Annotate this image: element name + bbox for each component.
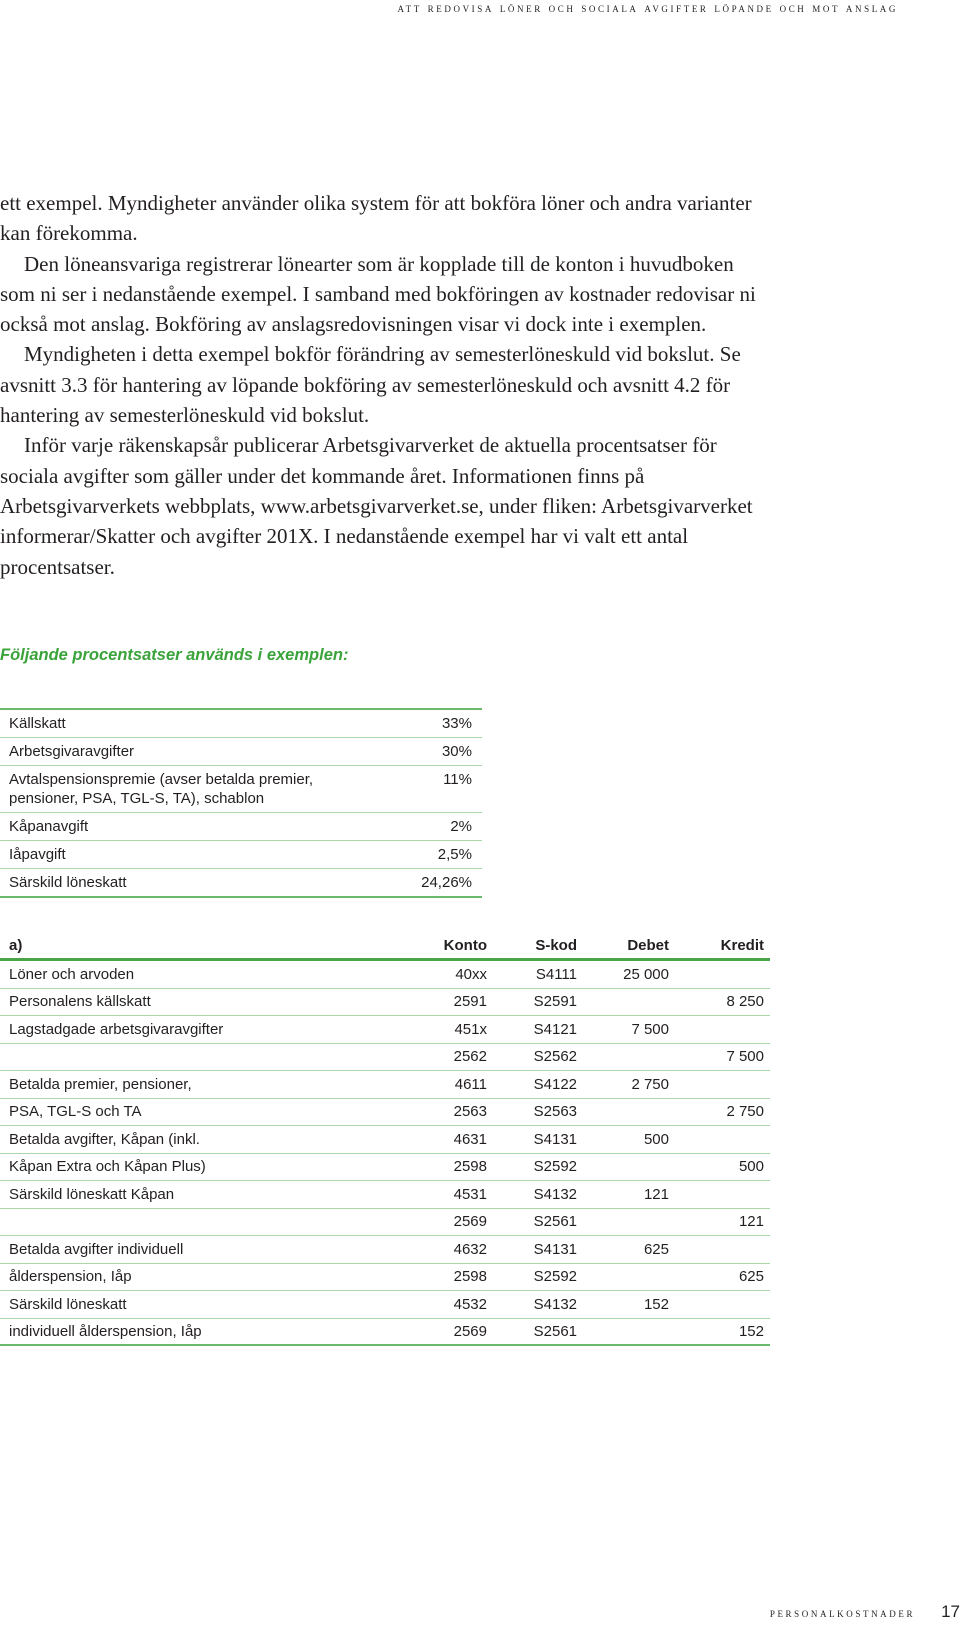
cell-skod: S2561 <box>533 1322 577 1340</box>
cell-skod: S4121 <box>533 1020 577 1038</box>
table-row <box>0 1154 770 1182</box>
table-header-row <box>0 932 770 961</box>
header-kredit: Kredit <box>720 936 764 954</box>
cell-konto: 451x <box>454 1020 487 1038</box>
cell-skod: S2592 <box>533 1158 577 1176</box>
table-row <box>0 1016 770 1044</box>
paragraph: Inför varje räkenskapsår publicerar Arbetsgivarverket de aktuella procentsatser för sociala avgifter som gäller under det kommande året. Informationen finns på Arbetsgivarverkets webbplats, www.arbetsgivarverket.se, under fliken: Arbetsgivarverket informerar/Skatter och avgifter 201X. I nedanstående exempel har vi valt ett antal procentsatser. <box>0 433 753 579</box>
cell-desc: Särskild löneskatt <box>9 1295 127 1313</box>
cell-debet: 121 <box>643 1185 669 1203</box>
table-row <box>0 1209 770 1237</box>
cell-skod: S4132 <box>533 1295 577 1313</box>
cell-desc: Betalda avgifter, Kåpan (inkl. <box>9 1130 200 1148</box>
rates-row <box>0 869 482 898</box>
table-row <box>0 1236 770 1264</box>
footer-section-title: personalkostnader <box>769 1605 916 1620</box>
accounting-table <box>0 932 770 1346</box>
cell-debet: 25 000 <box>623 965 669 983</box>
table-row <box>0 1099 770 1127</box>
cell-skod: S2562 <box>533 1048 577 1066</box>
cell-kredit: 2 750 <box>726 1103 764 1121</box>
rate-label: Avtalspensionspremie (avser betalda premier, pensioner, PSA, TGL-S, TA), schablon <box>9 771 314 807</box>
cell-skod: S4122 <box>533 1075 577 1093</box>
rates-row <box>0 841 482 869</box>
cell-desc: Betalda premier, pensioner, <box>9 1075 192 1093</box>
cell-konto: 4611 <box>454 1075 487 1093</box>
rates-row <box>0 813 482 841</box>
cell-konto: 4632 <box>453 1240 487 1258</box>
rates-row <box>0 710 482 738</box>
table-row <box>0 1319 770 1347</box>
rates-heading: Följande procentsatser används i exemplen: <box>0 646 349 664</box>
rate-label: Iåpavgift <box>9 846 66 863</box>
rate-label: Särskild löneskatt <box>9 874 127 891</box>
cell-skod: S2563 <box>533 1103 577 1121</box>
rate-value: 2% <box>450 818 472 835</box>
header-debet: Debet <box>627 936 669 954</box>
rate-value: 30% <box>441 743 472 760</box>
page-number: 17 <box>941 1602 960 1621</box>
cell-skod: S4132 <box>533 1185 577 1203</box>
cell-kredit: 625 <box>738 1268 764 1286</box>
table-row <box>0 1071 770 1099</box>
rate-label: Arbetsgivaravgifter <box>9 743 135 760</box>
cell-konto: 4531 <box>453 1185 487 1203</box>
cell-desc: individuell ålderspension, Iåp <box>9 1322 202 1340</box>
table-row <box>0 961 770 989</box>
table-row <box>0 1264 770 1292</box>
cell-desc: Löner och arvoden <box>9 965 135 983</box>
cell-debet: 7 500 <box>631 1020 669 1038</box>
rate-value: 11% <box>443 771 472 788</box>
running-header: att redovisa löner och sociala avgifter löpande och mot anslag <box>397 0 898 15</box>
cell-konto: 2562 <box>453 1048 487 1066</box>
cell-konto: 2569 <box>453 1322 487 1340</box>
cell-konto: 40xx <box>455 965 487 983</box>
cell-konto: 4532 <box>453 1295 487 1313</box>
header-skod: S-kod <box>535 936 577 954</box>
header-desc: a) <box>9 936 23 954</box>
cell-konto: 2563 <box>453 1103 487 1121</box>
cell-kredit: 121 <box>738 1213 764 1231</box>
cell-kredit: 500 <box>738 1158 764 1176</box>
page-footer <box>770 1602 960 1622</box>
cell-konto: 2591 <box>453 993 487 1011</box>
cell-konto: 2569 <box>453 1213 487 1231</box>
cell-kredit: 152 <box>738 1322 764 1340</box>
rate-value: 24,26% <box>421 874 472 891</box>
table-row <box>0 1044 770 1072</box>
rates-row <box>0 766 482 813</box>
cell-desc: Personalens källskatt <box>9 993 151 1011</box>
cell-desc: Särskild löneskatt Kåpan <box>9 1185 175 1203</box>
cell-debet: 2 750 <box>631 1075 669 1093</box>
cell-debet: 152 <box>643 1295 669 1313</box>
cell-desc: Lagstadgade arbetsgivaravgifter <box>9 1020 224 1038</box>
cell-skod: S2561 <box>533 1213 577 1231</box>
rate-value: 2,5% <box>437 846 472 863</box>
paragraph: Myndigheten i detta exempel bokför förändring av semesterlöneskuld vid bokslut. Se avsnitt 3.3 för hantering av löpande bokföring av semesterlöneskuld och avsnitt 4.2 för hantering av semesterlöneskuld vid bokslut. <box>0 342 741 428</box>
cell-skod: S4131 <box>533 1130 577 1148</box>
rates-table <box>0 708 482 898</box>
rates-row <box>0 738 482 766</box>
rate-value: 33% <box>441 715 472 732</box>
cell-desc: PSA, TGL-S och TA <box>9 1103 142 1121</box>
cell-konto: 2598 <box>453 1158 487 1176</box>
cell-desc: Betalda avgifter individuell <box>9 1240 184 1258</box>
paragraph: ett exempel. Myndigheter använder olika system för att bokföra löner och andra varianter kan förekomma. <box>0 191 752 246</box>
cell-desc: ålderspension, Iåp <box>9 1268 132 1286</box>
cell-konto: 2598 <box>453 1268 487 1286</box>
rate-label: Kåpanavgift <box>9 818 89 835</box>
table-row <box>0 989 770 1017</box>
cell-kredit: 7 500 <box>726 1048 764 1066</box>
cell-debet: 625 <box>643 1240 669 1258</box>
cell-skod: S2592 <box>533 1268 577 1286</box>
cell-konto: 4631 <box>453 1130 487 1148</box>
table-row <box>0 1181 770 1209</box>
body-text <box>0 188 760 582</box>
cell-skod: S4131 <box>533 1240 577 1258</box>
cell-kredit: 8 250 <box>726 993 764 1011</box>
cell-debet: 500 <box>643 1130 669 1148</box>
cell-skod: S4111 <box>535 965 577 983</box>
header-konto: Konto <box>443 936 487 954</box>
paragraph: Den löneansvariga registrerar lönearter som är kopplade till de konton i huvudboken som ni ser i nedanstående exempel. I samband med bokföringen av kostnader redovisar ni också mot anslag. Bokföring av anslagsredovisningen visar vi dock inte i exemplen. <box>0 251 756 337</box>
table-row <box>0 1291 770 1319</box>
table-row <box>0 1126 770 1154</box>
cell-skod: S2591 <box>533 993 577 1011</box>
rate-label: Källskatt <box>9 715 66 732</box>
cell-desc: Kåpan Extra och Kåpan Plus) <box>9 1158 206 1176</box>
